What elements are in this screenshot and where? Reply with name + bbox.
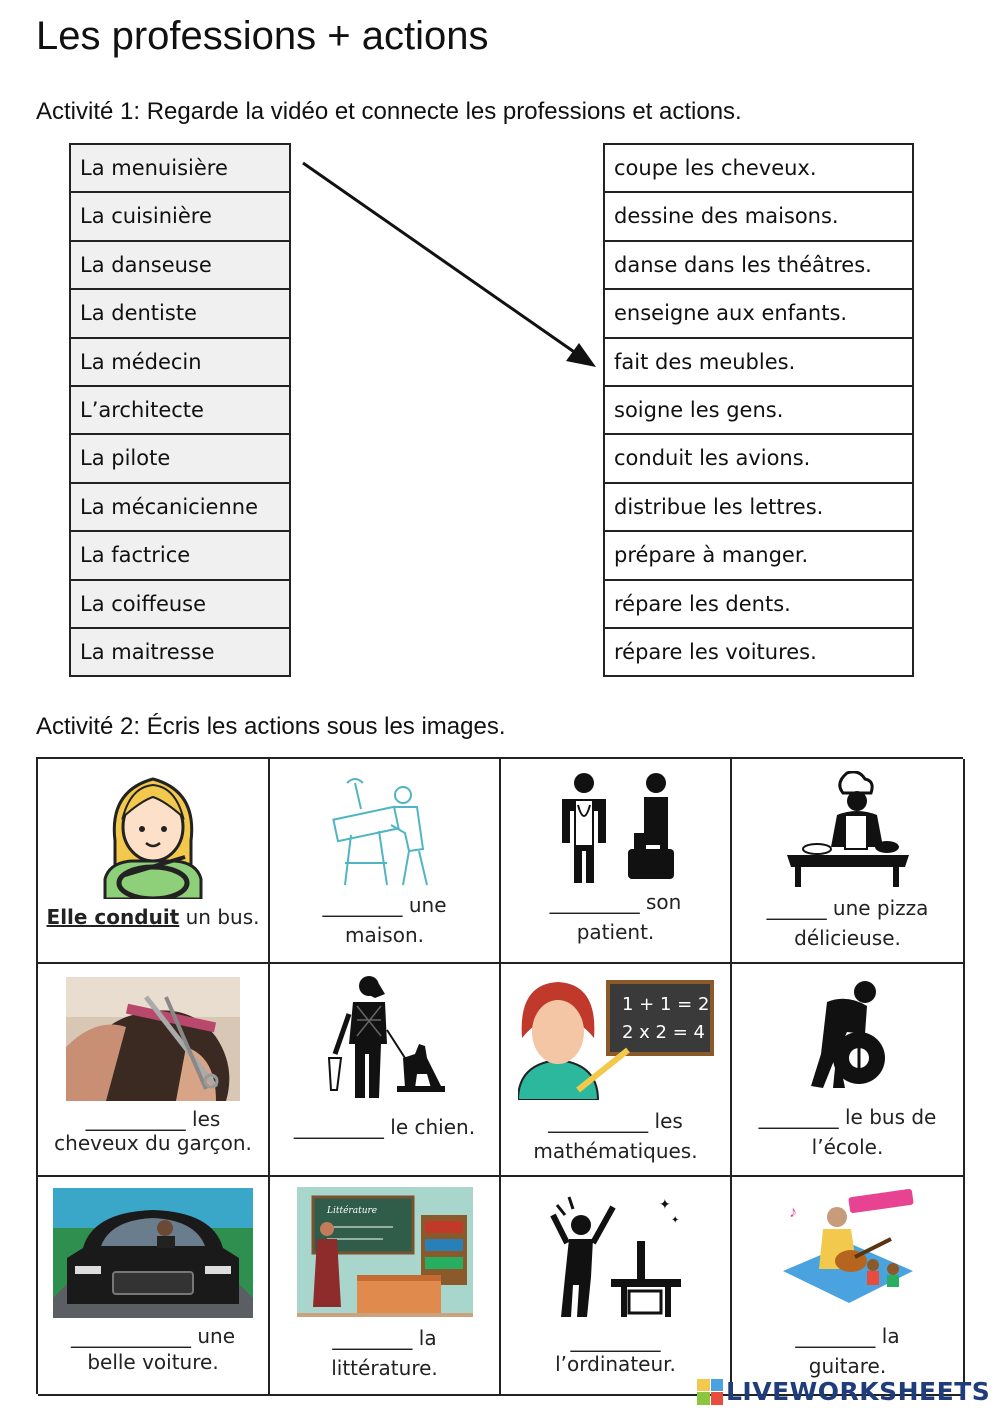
- caption-line: ______ une pizza: [766, 896, 929, 920]
- caption-line: délicieuse.: [794, 926, 901, 950]
- activity2-heading: Activité 2: Écris les actions sous les images.: [36, 713, 506, 740]
- action-item[interactable]: conduit les avions.: [603, 435, 914, 483]
- example-answer: Elle conduit: [46, 905, 180, 929]
- chef-cooking-icon: [787, 771, 909, 889]
- action-item[interactable]: fait des meubles.: [603, 339, 914, 387]
- watermark-text: LIVEWORKSHEETS: [726, 1377, 991, 1406]
- profession-item[interactable]: La mécanicienne: [69, 484, 291, 532]
- profession-item[interactable]: La cuisinière: [69, 193, 291, 241]
- grid-cell: [501, 759, 732, 964]
- example-rest: un bus.: [179, 905, 260, 929]
- profession-item[interactable]: La menuisière: [69, 145, 291, 193]
- grid-cell: [270, 759, 501, 964]
- caption-line: _________: [570, 1328, 661, 1352]
- caption-line: cheveux du garçon.: [54, 1131, 252, 1155]
- literature-classroom-icon: [297, 1187, 473, 1317]
- action-item[interactable]: distribue les lettres.: [603, 484, 914, 532]
- doctor-patient-icon: [554, 771, 678, 883]
- profession-item[interactable]: La maitresse: [69, 629, 291, 677]
- grid-cell: [732, 759, 965, 964]
- professions-column: [69, 143, 291, 677]
- caption-line: mathématiques.: [533, 1139, 698, 1163]
- images-grid: [36, 757, 963, 1394]
- architect-drawing-icon: [331, 773, 439, 887]
- grid-cell: [501, 1177, 732, 1396]
- action-item[interactable]: soigne les gens.: [603, 387, 914, 435]
- actions-column: [603, 143, 914, 677]
- profession-item[interactable]: La dentiste: [69, 290, 291, 338]
- caption-line: ________ une: [322, 893, 447, 917]
- grid-cell: [38, 1177, 270, 1396]
- caption-line: patient.: [576, 920, 655, 944]
- dog-walker-icon: [323, 974, 447, 1100]
- caption-line: maison.: [345, 923, 424, 947]
- board-line-2: 2 x 2 = 4: [621, 1022, 705, 1043]
- grid-cell: [38, 759, 270, 964]
- grid-cell: [270, 1177, 501, 1396]
- hair-cutting-photo: [66, 977, 240, 1101]
- grid-cell: [732, 1177, 965, 1396]
- caption-line: ________ le bus de: [758, 1105, 937, 1129]
- profession-item[interactable]: La coiffeuse: [69, 581, 291, 629]
- svg-text:✦: ✦: [670, 1215, 679, 1226]
- caption-line: littérature.: [331, 1356, 438, 1380]
- profession-item[interactable]: La danseuse: [69, 242, 291, 290]
- liveworksheets-watermark: [697, 1377, 990, 1406]
- caption-line: _________ le chien.: [293, 1115, 476, 1139]
- action-item[interactable]: prépare à manger.: [603, 532, 914, 580]
- liveworksheets-logo-icon: [697, 1379, 723, 1405]
- teacher-blackboard-icon: [518, 978, 714, 1100]
- guitar-lesson-icon: [779, 1187, 917, 1307]
- caption-line: l’ordinateur.: [555, 1352, 676, 1376]
- activity1-heading: Activité 1: Regarde la vidéo et connecte les professions et actions.: [36, 98, 742, 125]
- profession-item[interactable]: La factrice: [69, 532, 291, 580]
- board-title: Littérature: [326, 1206, 377, 1216]
- car-driver-photo: [53, 1188, 253, 1318]
- caption-line: ____________ une: [70, 1324, 235, 1348]
- action-item[interactable]: coupe les cheveux.: [603, 145, 914, 193]
- caption-line: belle voiture.: [87, 1350, 219, 1374]
- grid-cell: [501, 964, 732, 1177]
- svg-text:♪: ♪: [788, 1204, 797, 1221]
- board-line-1: 1 + 1 = 2: [621, 994, 709, 1015]
- grid-cell: [732, 964, 965, 1177]
- page-title: Les professions + actions: [36, 14, 489, 58]
- profession-item[interactable]: La pilote: [69, 435, 291, 483]
- caption-line: ________ la: [795, 1324, 900, 1348]
- profession-item[interactable]: L’architecte: [69, 387, 291, 435]
- action-item[interactable]: dessine des maisons.: [603, 193, 914, 241]
- action-item[interactable]: répare les dents.: [603, 581, 914, 629]
- grid-cell: [38, 964, 270, 1177]
- driver-girl-icon: [101, 771, 205, 899]
- computer-user-icon: [547, 1191, 685, 1317]
- mechanic-tire-icon: [807, 978, 889, 1090]
- caption-line: __________ les: [85, 1107, 221, 1131]
- caption-line: _________ son: [549, 890, 682, 914]
- caption-line: __________ les: [548, 1109, 683, 1133]
- action-item[interactable]: enseigne aux enfants.: [603, 290, 914, 338]
- caption-line: l’école.: [811, 1135, 884, 1159]
- action-item[interactable]: répare les voitures.: [603, 629, 914, 677]
- caption-line: guitare.: [808, 1354, 887, 1378]
- svg-text:✦: ✦: [658, 1196, 671, 1212]
- grid-cell: [270, 964, 501, 1177]
- action-item[interactable]: danse dans les théâtres.: [603, 242, 914, 290]
- profession-item[interactable]: La médecin: [69, 339, 291, 387]
- caption-line: ________ la: [332, 1326, 437, 1350]
